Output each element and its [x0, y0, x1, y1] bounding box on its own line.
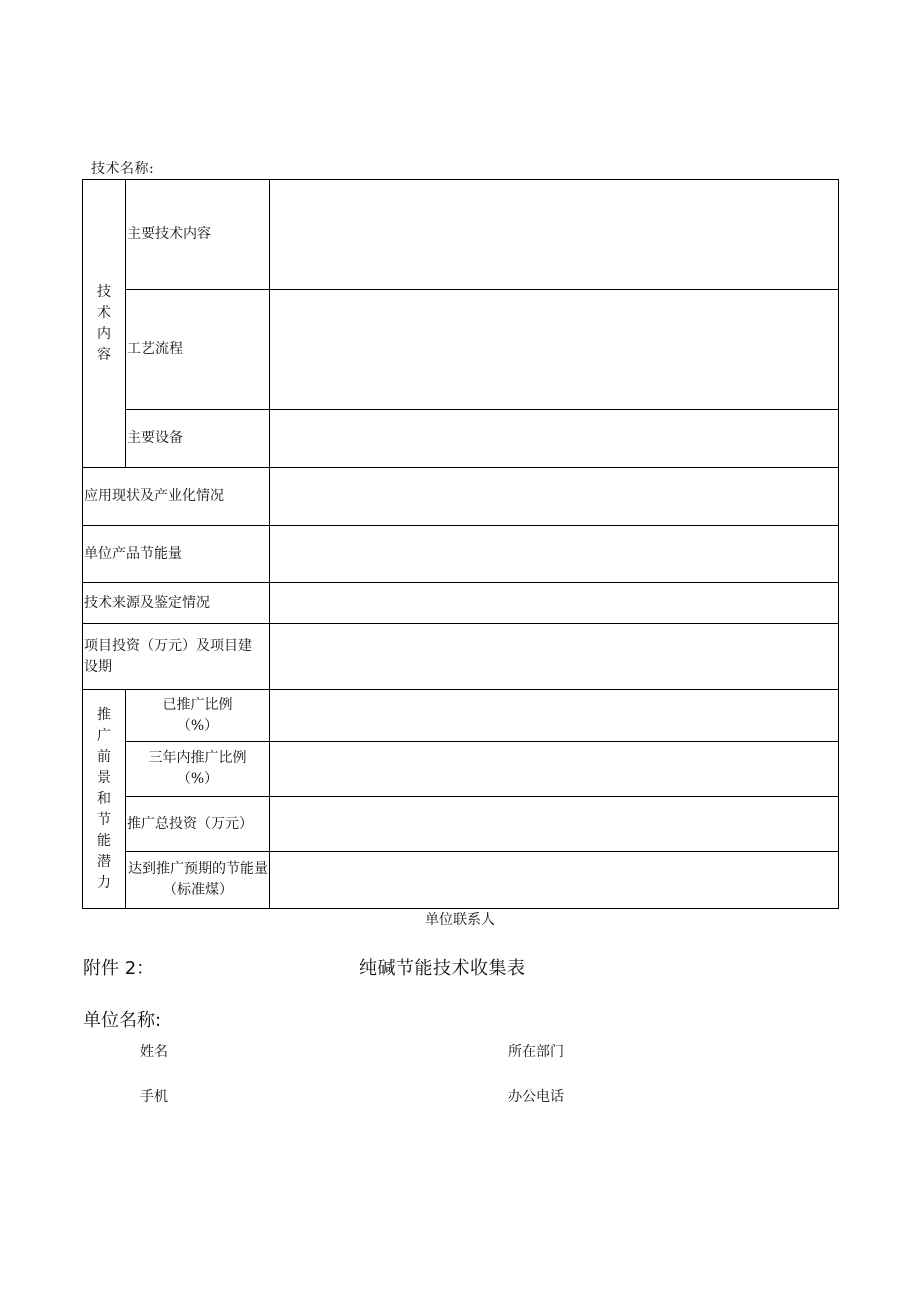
- process-flow-input-cell[interactable]: [270, 290, 839, 410]
- table-row: [83, 690, 839, 742]
- main-equipment-label: 主要设备: [126, 410, 270, 468]
- application-status-input-cell[interactable]: [270, 468, 839, 526]
- promotion-group-label: 推 广 前 景 和 节 能 潜 力: [83, 690, 126, 909]
- form-title: 纯碱节能技术收集表: [359, 958, 526, 979]
- total-investment-input-cell[interactable]: [270, 797, 839, 852]
- table-row: [83, 742, 839, 797]
- table-row: [83, 290, 839, 410]
- current-ratio-input-cell[interactable]: [270, 690, 839, 742]
- main-content-label: 主要技术内容: [126, 180, 270, 290]
- total-investment-label: 推广总投资（万元）: [126, 797, 270, 852]
- main-content-input-cell[interactable]: [270, 180, 839, 290]
- contact-name-label: 姓名: [140, 1044, 168, 1060]
- table-row: [83, 180, 839, 290]
- technology-name-label: 技术名称:: [91, 161, 155, 177]
- expected-saving-label: 达到推广预期的节能量（标准煤）: [126, 852, 270, 909]
- tech-source-input-cell[interactable]: [270, 583, 839, 624]
- technical-content-group-label: 技 术 内 容: [83, 180, 126, 468]
- contact-office-phone-label: 办公电话: [508, 1089, 564, 1105]
- project-investment-input-cell[interactable]: [270, 624, 839, 690]
- attachment-label: 附件 2：: [83, 958, 155, 979]
- three-year-ratio-input-cell[interactable]: [270, 742, 839, 797]
- contact-department-label: 所在部门: [508, 1044, 564, 1060]
- three-year-ratio-label: 三年内推广比例（%）: [126, 742, 270, 797]
- table-row: [83, 624, 839, 690]
- unit-name-label: 单位名称:: [83, 1010, 162, 1031]
- main-equipment-input-cell[interactable]: [270, 410, 839, 468]
- contact-mobile-label: 手机: [140, 1089, 168, 1105]
- unit-energy-saving-input-cell[interactable]: [270, 526, 839, 583]
- table-row: [83, 526, 839, 583]
- project-investment-label: 项目投资（万元）及项目建设期: [83, 624, 270, 690]
- table-row: [83, 852, 839, 909]
- table-row: [83, 583, 839, 624]
- table-row: [83, 468, 839, 526]
- table-row: [83, 797, 839, 852]
- process-flow-label: 工艺流程: [126, 290, 270, 410]
- table-row: [83, 410, 839, 468]
- unit-contact-title: 单位联系人: [425, 912, 495, 928]
- unit-energy-saving-label: 单位产品节能量: [83, 526, 270, 583]
- current-ratio-label: 已推广比例（%）: [126, 690, 270, 742]
- tech-source-label: 技术来源及鉴定情况: [83, 583, 270, 624]
- application-status-label: 应用现状及产业化情况: [83, 468, 270, 526]
- technology-info-table: [82, 179, 839, 909]
- expected-saving-input-cell[interactable]: [270, 852, 839, 909]
